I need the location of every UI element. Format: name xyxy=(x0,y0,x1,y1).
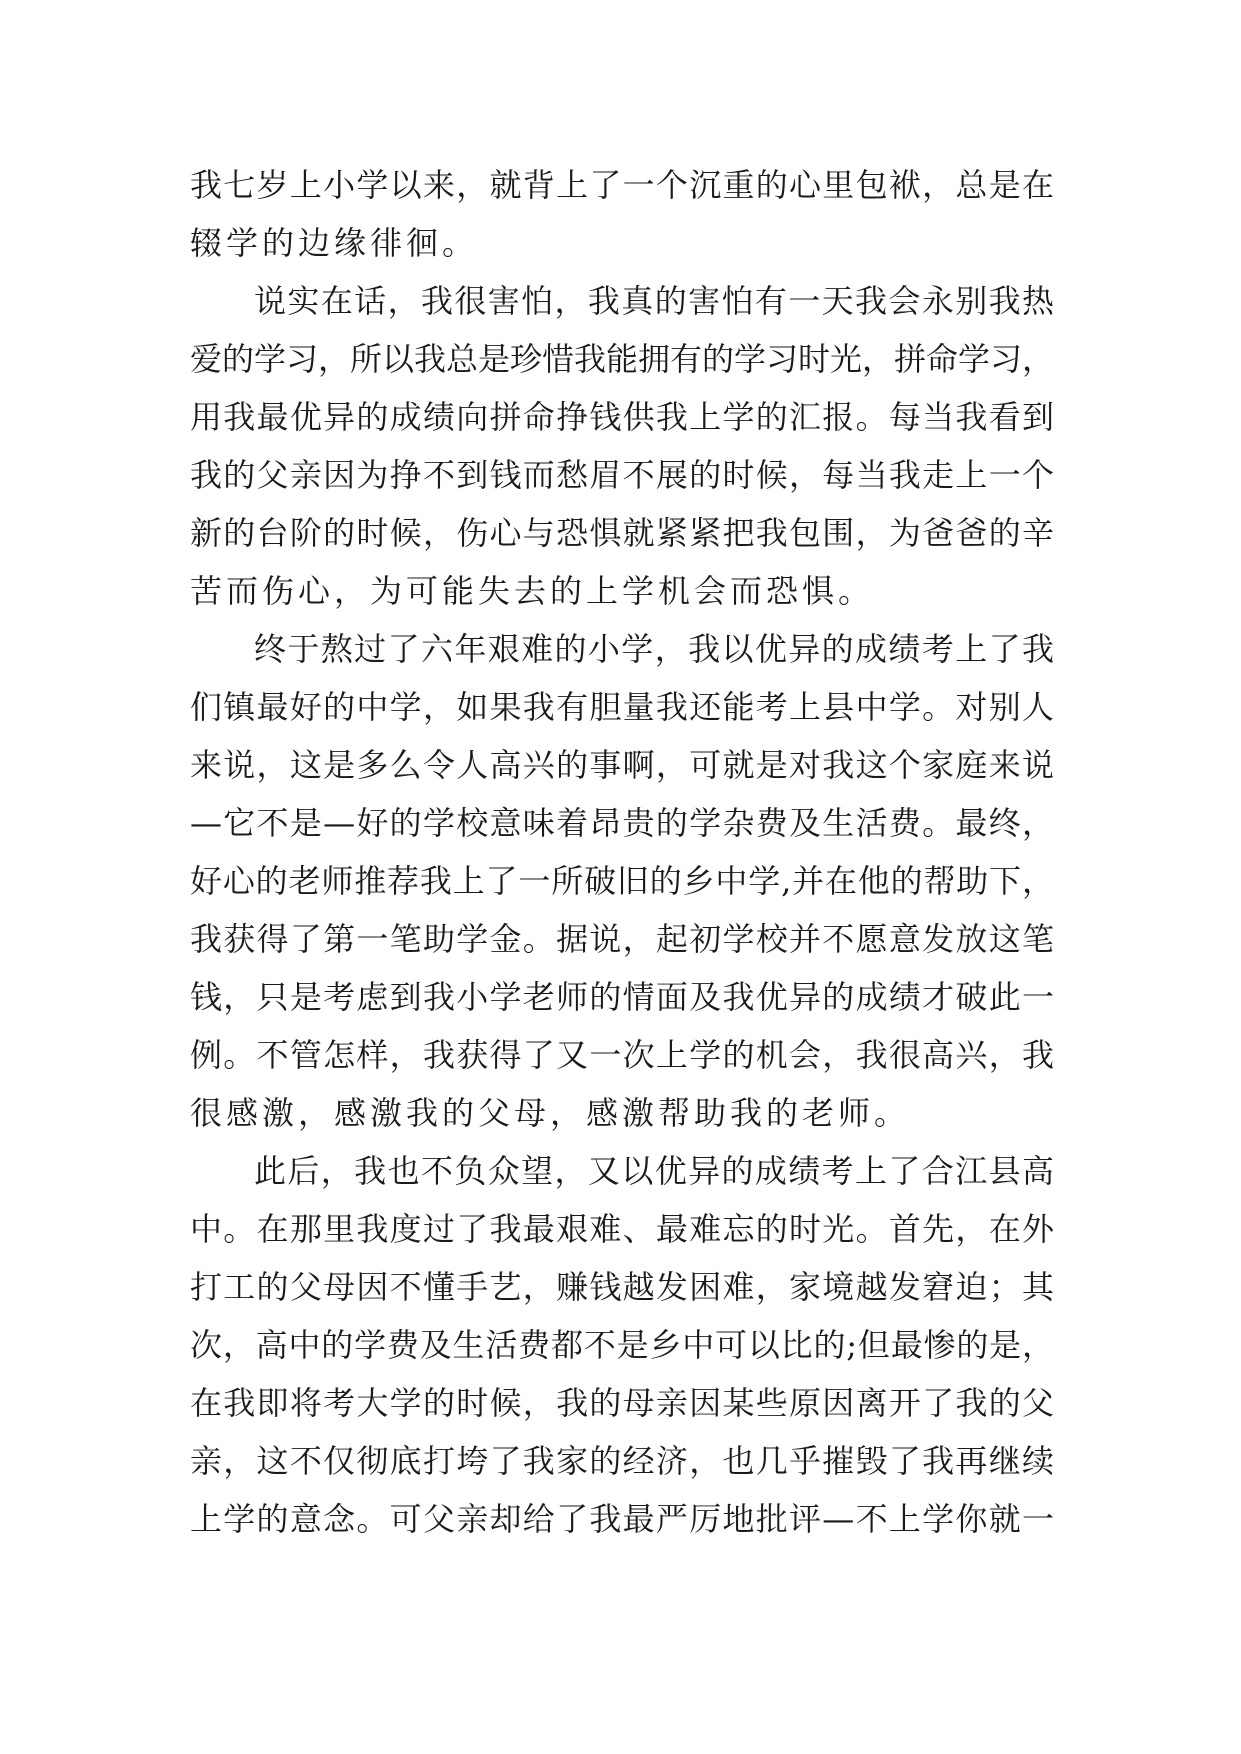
text-line: 钱，只是考虑到我小学老师的情面及我优异的成绩才破此一 xyxy=(190,978,1054,1016)
text-line: 上学的意念。可父亲却给了我最严厉地批评—不上学你就一 xyxy=(190,1500,1054,1538)
text-line: 我获得了第一笔助学金。据说，起初学校并不愿意发放这笔 xyxy=(190,920,1054,958)
text-line: 爱的学习，所以我总是珍惜我能拥有的学习时光，拼命学习， xyxy=(190,340,1055,378)
text-line: 我七岁上小学以来，就背上了一个沉重的心里包袱，总是在 xyxy=(190,166,1054,204)
text-line: 打工的父母因不懂手艺，赚钱越发困难，家境越发窘迫；其 xyxy=(190,1268,1054,1306)
paragraph-first-line: 终于熬过了六年艰难的小学，我以优异的成绩考上了我 xyxy=(254,630,1054,668)
text-line: —它不是—好的学校意味着昂贵的学杂费及生活费。最终， xyxy=(190,804,1054,842)
text-line: 中。在那里我度过了我最艰难、最难忘的时光。首先，在外 xyxy=(190,1210,1054,1248)
text-line: 新的台阶的时候，伤心与恐惧就紧紧把我包围，为爸爸的辛 xyxy=(190,514,1054,552)
text-line: 次，高中的学费及生活费都不是乡中可以比的;但最惨的是， xyxy=(190,1326,1054,1364)
paragraph-first-line: 此后，我也不负众望，又以优异的成绩考上了合江县高 xyxy=(254,1152,1054,1190)
paragraph-first-line: 说实在话，我很害怕，我真的害怕有一天我会永别我热 xyxy=(254,282,1054,320)
text-line: 来说，这是多么令人高兴的事啊，可就是对我这个家庭来说 xyxy=(190,746,1054,784)
text-line: 在我即将考大学的时候，我的母亲因某些原因离开了我的父 xyxy=(190,1384,1054,1422)
text-line: 辍学的边缘徘徊。 xyxy=(190,224,479,262)
text-line: 亲，这不仅彻底打垮了我家的经济，也几乎摧毁了我再继续 xyxy=(190,1442,1054,1480)
text-line: 我的父亲因为挣不到钱而愁眉不展的时候，每当我走上一个 xyxy=(190,456,1054,494)
text-line: 好心的老师推荐我上了一所破旧的乡中学,并在他的帮助下， xyxy=(190,862,1054,900)
text-line: 们镇最好的中学，如果我有胆量我还能考上县中学。对别人 xyxy=(190,688,1054,726)
text-line: 很感激，感激我的父母，感激帮助我的老师。 xyxy=(190,1094,911,1132)
text-line: 用我最优异的成绩向拼命挣钱供我上学的汇报。每当我看到 xyxy=(190,398,1054,436)
text-line: 例。不管怎样，我获得了又一次上学的机会，我很高兴，我 xyxy=(190,1036,1054,1074)
text-line: 苦而伤心，为可能失去的上学机会而恐惧。 xyxy=(190,572,875,610)
